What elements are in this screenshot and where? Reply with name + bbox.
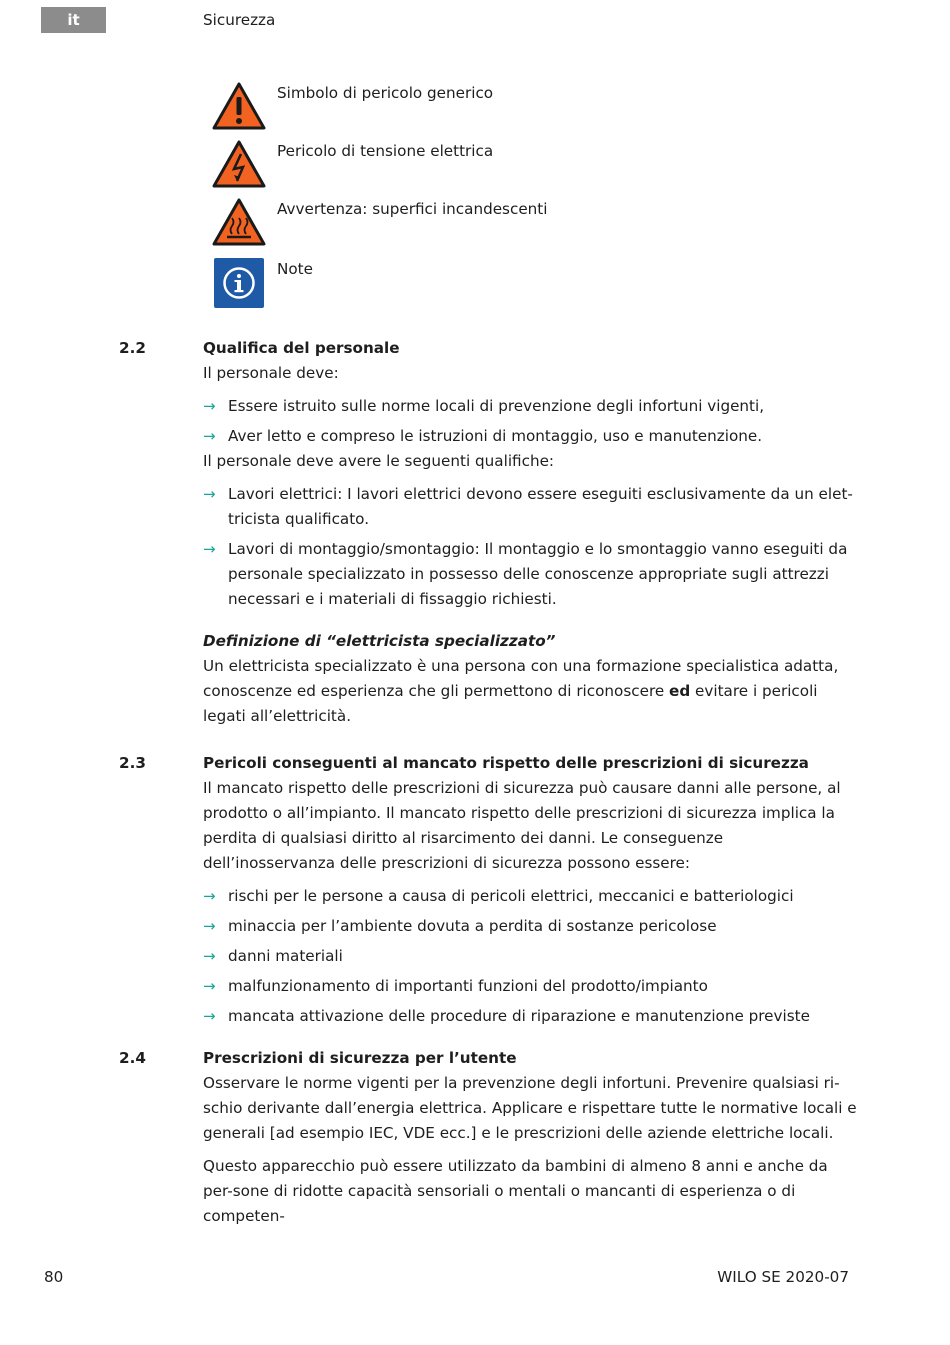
list-item: → rischi per le persone a causa di pericoli elettrici, meccanici e batteriologici [203, 884, 858, 909]
list-item: → malfunzionamento di importanti funzioni del prodotto/impianto [203, 974, 858, 999]
hot-surface-icon [212, 198, 266, 248]
paragraph: Il personale deve: [203, 364, 339, 382]
arrow-right-icon: → [203, 947, 216, 965]
warning-general-icon [212, 82, 266, 132]
section-number: 2.3 [119, 754, 146, 772]
bullet-list [203, 884, 858, 1029]
list-item: → Essere istruito sulle norme locali di prevenzione degli infortuni vigenti, [203, 394, 858, 419]
section-number: 2.2 [119, 339, 146, 357]
info-note-icon [212, 258, 266, 308]
arrow-right-icon: → [203, 887, 216, 905]
arrow-right-icon: → [203, 427, 216, 445]
symbol-label: Pericolo di tensione elettrica [277, 142, 494, 160]
symbol-row-voltage [212, 140, 494, 190]
symbol-label: Simbolo di pericolo generico [277, 84, 494, 102]
symbol-row-hot [212, 198, 548, 248]
section-title: Pericoli conseguenti al mancato rispetto delle prescrizioni di sicurezza [203, 754, 809, 772]
section-2-3 [203, 751, 858, 1029]
running-head: Sicurezza [203, 11, 276, 29]
paragraph: Questo apparecchio può essere utilizzato da bambini di almeno 8 anni e anche da per-sone di ridotte capacità sensoriali o mentali o mancanti di esperienza o di competen- [203, 1157, 828, 1225]
list-item: → Lavori elettrici: I lavori elettrici devono essere eseguiti esclusivamente da un elet-tricista qualificato. [203, 482, 858, 532]
paragraph: Il personale deve avere le seguenti qualifiche: [203, 452, 555, 470]
arrow-right-icon: → [203, 977, 216, 995]
section-title: Prescrizioni di sicurezza per l’utente [203, 1049, 517, 1067]
definition-text: Un elettricista specializzato è una persona con una formazione specialistica adatta, conoscenze ed esperienza che gli permettono di riconoscere ed evitare i pericoli legati all’elettricità. [203, 657, 839, 725]
symbol-label: Avvertenza: superfici incandescenti [277, 200, 548, 218]
arrow-right-icon: → [203, 1007, 216, 1025]
symbol-row-general [212, 82, 494, 132]
section-2-2 [203, 336, 858, 729]
section-number: 2.4 [119, 1049, 146, 1067]
paragraph: Il mancato rispetto delle prescrizioni di sicurezza può causare danni alle persone, al prodotto o all’impianto. Il mancato rispetto delle prescrizioni di sicurezza implica la perdita di qualsiasi diritto al risarcimento dei danni. Le conseguenze dell’inosservanza delle prescrizioni di sicurezza possono essere: [203, 779, 841, 872]
paragraph: Osservare le norme vigenti per la prevenzione degli infortuni. Prevenire qualsiasi ri-schio derivante dall’energia elettrica. Applicare e rispettare tutte le normative locali e generali [ad esempio IEC, VDE ecc.] e le prescrizioni delle aziende elettriche locali. [203, 1074, 857, 1142]
symbol-label: Note [277, 260, 313, 278]
list-item: → mancata attivazione delle procedure di riparazione e manutenzione previste [203, 1004, 858, 1029]
section-2-4 [203, 1046, 858, 1229]
page-number: 80 [44, 1268, 64, 1286]
arrow-right-icon: → [203, 917, 216, 935]
definition-title: Definizione di “elettricista specializzato” [203, 632, 556, 650]
list-item: → Aver letto e compreso le istruzioni di montaggio, uso e manutenzione. [203, 424, 858, 449]
list-item: → Lavori di montaggio/smontaggio: Il montaggio e lo smontaggio vanno eseguiti da personale specializzato in possesso delle conoscenze appropriate sugli attrezzi necessari e i materiali di fissaggio richiesti. [203, 537, 858, 612]
language-tab: it [41, 7, 106, 33]
bullet-list [203, 394, 858, 449]
arrow-right-icon: → [203, 397, 216, 415]
section-title: Qualifica del personale [203, 339, 400, 357]
arrow-right-icon: → [203, 540, 216, 558]
electric-voltage-icon [212, 140, 266, 190]
publisher-footer: WILO SE 2020-07 [717, 1268, 849, 1286]
symbol-row-note [212, 258, 313, 308]
list-item: → minaccia per l’ambiente dovuta a perdita di sostanze pericolose [203, 914, 858, 939]
bullet-list [203, 482, 858, 612]
list-item: → danni materiali [203, 944, 858, 969]
arrow-right-icon: → [203, 485, 216, 503]
